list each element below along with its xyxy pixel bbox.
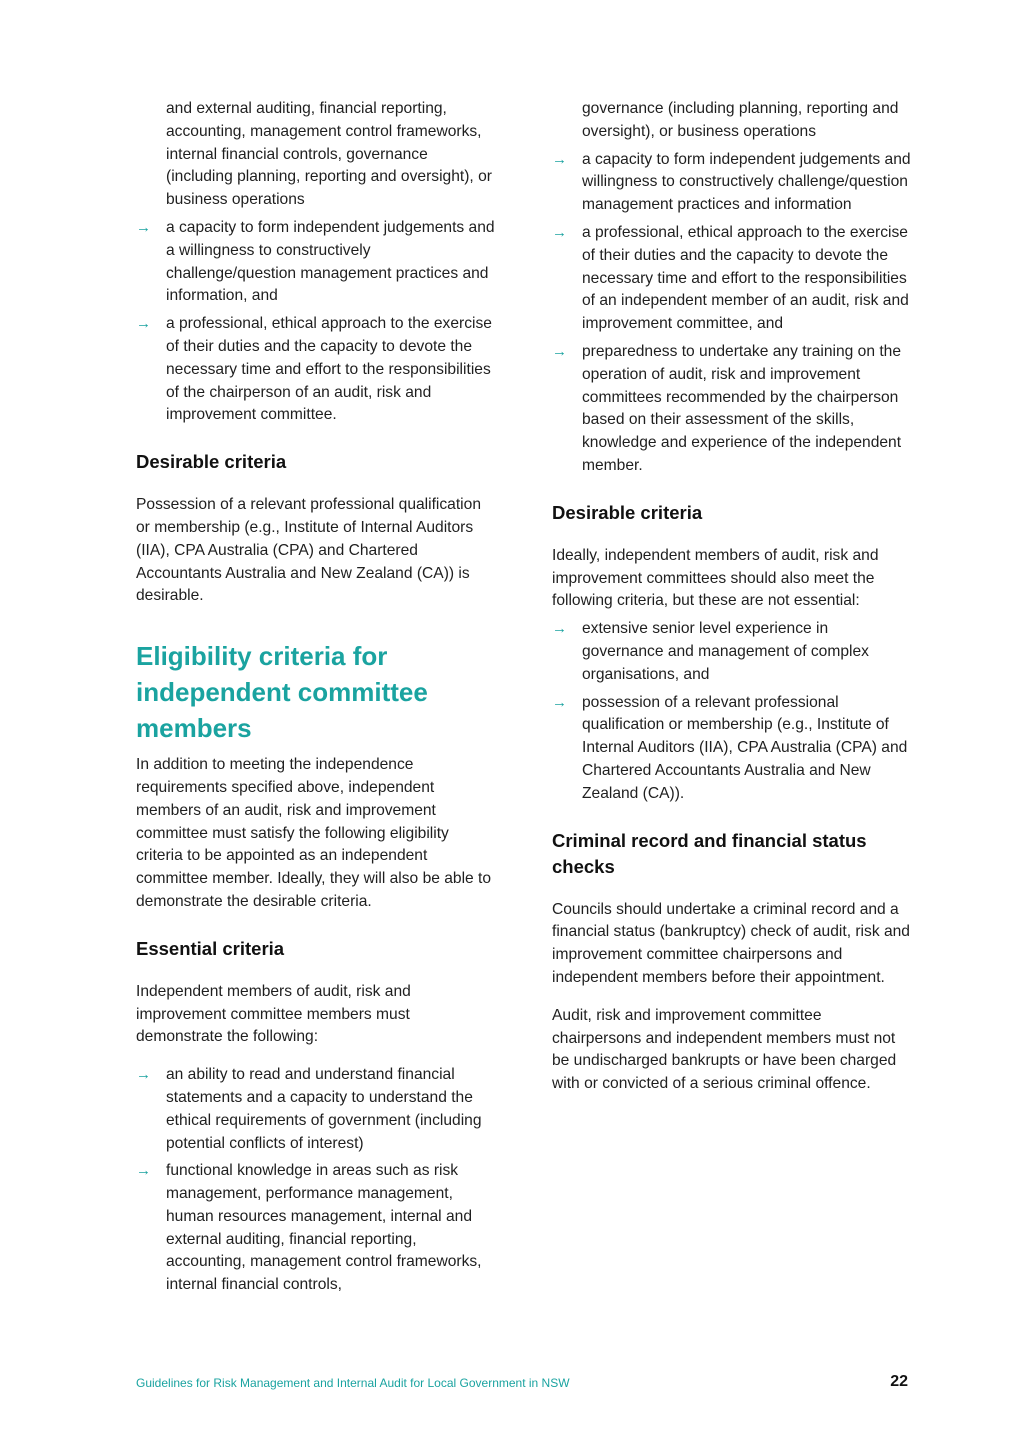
list-item — [136, 217, 496, 308]
arrow-right-icon: → — [552, 150, 567, 168]
checks-heading: Criminal record and financial status checks — [552, 829, 867, 877]
list-item-text: a capacity to form independent judgements and willingness to constructively challenge/question management practices and information — [582, 150, 911, 214]
list-item-text: possession of a relevant professional qualification or membership (e.g., Institute of Internal Auditors (IIA), CPA Australia (CPA) and Chartered Accountants Australia and New Zealand (CA)). — [582, 693, 908, 802]
list-item-text: preparedness to undertake any training on the operation of audit, risk and improvement committees recommended by the chairperson based on their assessment of the skills, knowledge and experience of the independent member. — [582, 342, 902, 474]
list-item — [552, 98, 912, 144]
list-item-text: a capacity to form independent judgements and a willingness to constructively challenge/question management practices and information, and — [166, 218, 495, 305]
desirable-criteria-text: Possession of a relevant professional qualification or membership (e.g., Institute of Internal Auditors (IIA), CPA Australia (CPA) and Chartered Accountants Australia and New Zealand (CA)) is desirable. — [136, 496, 481, 605]
list-item — [552, 618, 912, 686]
list-item — [136, 98, 496, 212]
desirable-criteria-text: Ideally, independent members of audit, risk and improvement committees should also meet the following criteria, but these are not essential: — [552, 546, 879, 610]
eligibility-criteria-text: In addition to meeting the independence requirements specified above, independent members of an audit, risk and improvement committee must satisfy the following eligibility criteria to be appointed as an independent committee member. Ideally, they will also be able to demonstrate the desirable criteria. — [136, 756, 492, 910]
list-item-text: functional knowledge in areas such as risk management, performance management, human resources management, internal and external auditing, financial reporting, accounting, management control frameworks, internal financial controls, — [166, 1162, 482, 1294]
arrow-right-icon: → — [552, 223, 567, 241]
arrow-right-icon: → — [136, 1066, 151, 1084]
list-item-text: governance (including planning, reporting and oversight), or business operations — [582, 100, 899, 140]
page-number: 22 — [890, 1373, 908, 1390]
list-item — [552, 341, 912, 478]
right-column — [552, 98, 912, 1096]
footer-title: Guidelines for Risk Management and Internal Audit for Local Government in NSW — [136, 1376, 570, 1390]
essential-criteria-text: Independent members of audit, risk and improvement committee members must demonstrate the following: — [136, 982, 411, 1046]
list-item — [552, 692, 912, 806]
desirable-criteria-heading: Desirable criteria — [136, 451, 287, 473]
arrow-right-icon: → — [136, 315, 151, 333]
desirable-criteria-heading: Desirable criteria — [552, 501, 703, 523]
arrow-right-icon: → — [552, 693, 567, 711]
eligibility-criteria-heading: Eligibility criteria for independent committee members — [136, 641, 428, 744]
arrow-right-icon: → — [552, 620, 567, 638]
checks-text: Councils should undertake a criminal record and a financial status (bankruptcy) check of audit, risk and improvement committee chairpersons and independent members before their appointment. — [552, 900, 910, 986]
arrow-right-icon: → — [136, 1162, 151, 1180]
list-item-text: extensive senior level experience in governance and management of complex organisations, and — [582, 620, 869, 683]
list-item-text: an ability to read and understand financial statements and a capacity to understand the ethical requirements of government (including potential conflicts of interest) — [166, 1066, 482, 1152]
essential-criteria-heading: Essential criteria — [136, 937, 285, 959]
list-item — [552, 149, 912, 217]
arrow-right-icon: → — [552, 342, 567, 360]
arrow-right-icon: → — [136, 218, 151, 236]
list-item — [136, 313, 496, 427]
list-item — [136, 1064, 496, 1155]
list-item-text: a professional, ethical approach to the exercise of their duties and the capacity to devote the necessary time and effort to the responsibilities of an independent member of an audit, risk and improvement committee, and — [582, 223, 909, 333]
list-item — [136, 1160, 496, 1297]
checks-text: Audit, risk and improvement committee chairpersons and independent members must not be undischarged bankrupts or have been charged with or convicted of a serious criminal offence. — [552, 1006, 897, 1093]
list-item-text: and external auditing, financial reporting, accounting, management control frameworks, internal financial controls, governance (including planning, reporting and oversight), or business operations — [166, 100, 492, 209]
list-item — [552, 222, 912, 336]
left-column — [136, 98, 496, 1302]
list-item-text: a professional, ethical approach to the exercise of their duties and the capacity to devote the necessary time and effort to the responsibilities of the chairperson of an audit, risk and improvement committee. — [166, 315, 492, 424]
